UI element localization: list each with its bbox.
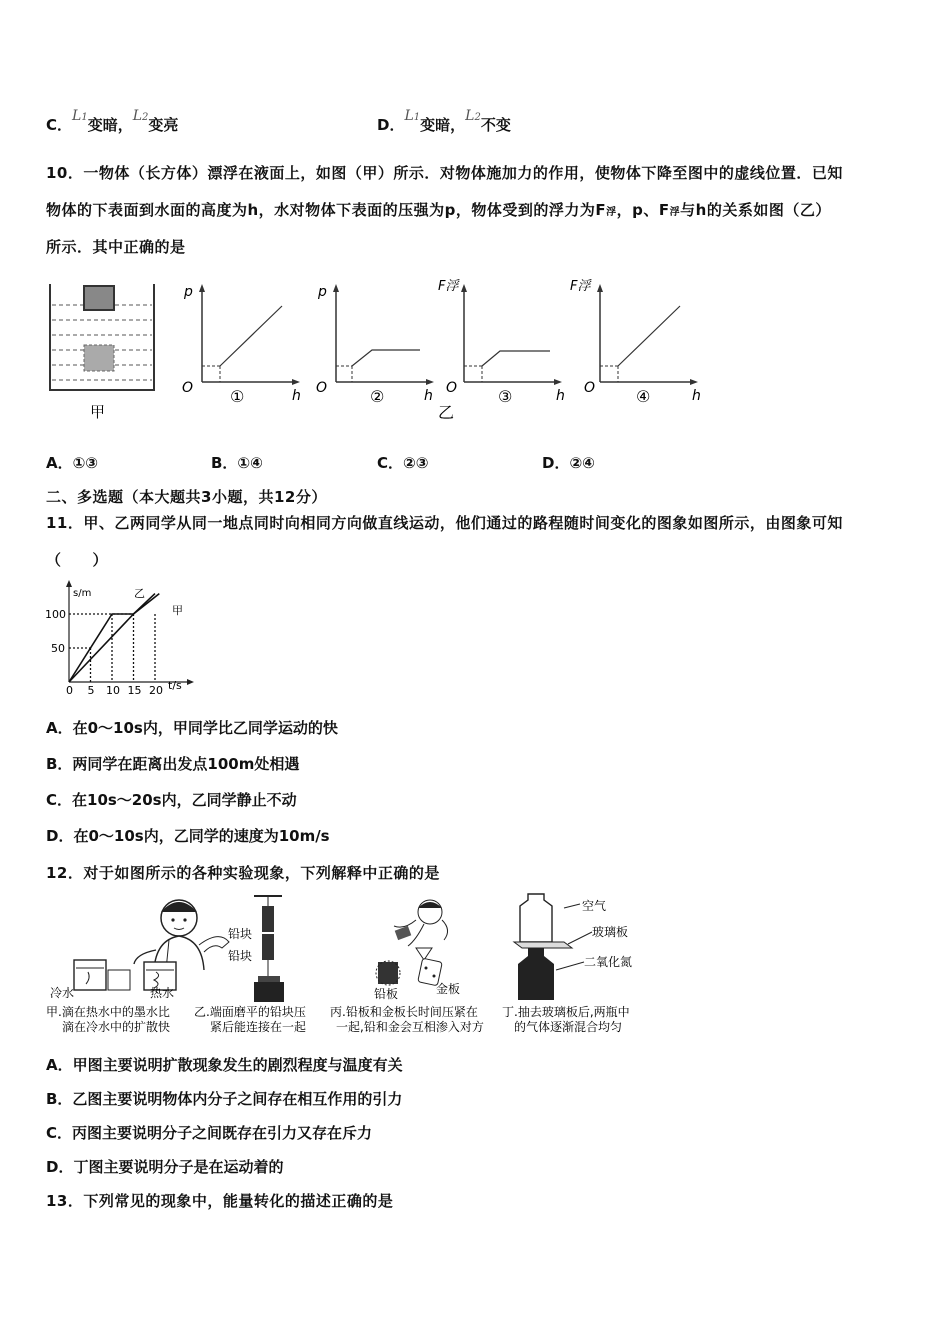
series-label-jia: 甲 xyxy=(172,604,183,617)
q10-figure-jia xyxy=(44,280,164,425)
x-arrow xyxy=(554,379,562,385)
option-text: 变暗， xyxy=(420,116,466,134)
l2-sub: 2 xyxy=(142,112,149,123)
origin-label: O xyxy=(316,380,328,396)
q11-line2: （ ） xyxy=(46,551,109,569)
q10-graph-3 xyxy=(438,272,573,422)
q12-figure xyxy=(44,890,644,1042)
tick-labels xyxy=(45,608,163,694)
graph-number: ① xyxy=(230,387,245,406)
graph-line xyxy=(482,351,550,366)
option-text: 变亮 xyxy=(148,116,179,134)
y-arrow xyxy=(597,284,603,292)
x-arrow xyxy=(690,379,698,385)
series-line-0 xyxy=(69,594,159,682)
label-gold-plate: 金板 xyxy=(436,982,461,996)
l2-symbol xyxy=(465,108,481,124)
x-label: h xyxy=(556,388,565,404)
q12-option-d: D．丁图主要说明分子是在运动着的 xyxy=(46,1158,284,1176)
q10-option-b: B．①④ xyxy=(211,454,263,472)
caption-jia-2: 滴在冷水中的扩散快 xyxy=(62,1020,171,1034)
graph-line xyxy=(352,350,420,366)
l1-sub: 1 xyxy=(413,112,421,123)
x-arrow xyxy=(292,379,300,385)
caption-bing-2: 一起,铅和金会互相渗入对方 xyxy=(336,1020,484,1034)
y-tick-50: 50 xyxy=(51,642,65,655)
x-tick-5: 5 xyxy=(87,684,95,694)
q10-graph-4 xyxy=(570,272,710,412)
option-text: 变暗， xyxy=(87,116,133,134)
q10-line2-c: 与h的关系如图（乙） xyxy=(680,201,831,219)
q10-line2-a: 物体的下表面到水面的高度为h，水对物体下表面的压强为p，物体受到的浮力为F xyxy=(46,201,607,219)
q10-sub-fu: 浮 xyxy=(606,207,617,218)
q10-option-d: D．②④ xyxy=(542,454,595,472)
q9-option-d xyxy=(377,108,511,135)
x-axis-label: t/s xyxy=(168,679,182,692)
q10-option-a: A．①③ xyxy=(46,454,99,472)
q9-option-c xyxy=(46,108,179,135)
option-text: 不变 xyxy=(480,116,511,134)
caption-yi-1: 乙.端面磨平的铅块压 xyxy=(194,1005,306,1019)
x-tick-10: 10 xyxy=(106,684,120,694)
x-label: h xyxy=(692,388,701,404)
x-tick-20: 20 xyxy=(149,684,163,694)
fig-jia-label: 甲 xyxy=(90,403,106,421)
option-label: C． xyxy=(46,116,73,134)
plates-illustration xyxy=(376,900,448,986)
series-lines xyxy=(69,594,159,682)
q10-line1: 10．一物体（长方体）漂浮在液面上，如图（甲）所示．对物体施加力的作用，使物体下降至图中的虚线位置．已知 xyxy=(46,164,843,182)
section-heading: 二、多选题（本大题共3小题，共12分） xyxy=(46,488,327,506)
x-label: h xyxy=(292,388,301,404)
lead-blocks-illustration xyxy=(254,896,284,1002)
q10-option-c: C．②③ xyxy=(377,454,429,472)
l1-letter: L xyxy=(404,108,414,124)
q12-option-a: A．甲图主要说明扩散现象发生的剧烈程度与温度有关 xyxy=(46,1056,403,1074)
y-axis-label: s/m xyxy=(73,588,92,599)
caption-yi-2: 紧后能连接在一起 xyxy=(210,1020,307,1034)
l1-symbol xyxy=(72,108,88,124)
label-lead-plate: 铅板 xyxy=(374,987,399,1001)
graph-number: ③ xyxy=(498,387,513,406)
q11-option-d: D．在0～10s内，乙同学的速度为10m/s xyxy=(46,827,330,845)
guide-lines xyxy=(69,614,155,682)
cold-water-beaker xyxy=(74,960,106,990)
y-arrow xyxy=(333,284,339,292)
caption-ding-2: 的气体逐渐混合均匀 xyxy=(514,1020,623,1034)
caption-ding-1: 丁.抽去玻璃板后,两瓶中 xyxy=(502,1005,630,1019)
q10-line3: 所示．其中正确的是 xyxy=(46,238,186,256)
q10-sub-fu: 浮 xyxy=(669,207,681,218)
y-tick-100: 100 xyxy=(45,608,66,621)
l2-symbol xyxy=(133,108,149,124)
y-label: p xyxy=(318,284,327,300)
label-air: 空气 xyxy=(582,899,607,913)
label-lead-block-2: 铅块 xyxy=(228,949,253,963)
submerged-block-dashed xyxy=(84,345,114,371)
boy-illustration xyxy=(134,900,229,970)
q11-option-a: A．在0～10s内，甲同学比乙同学运动的快 xyxy=(46,719,338,737)
y-label: F浮 xyxy=(570,279,591,294)
label-cold-water: 冷水 xyxy=(50,986,75,1000)
q11-line1: 11．甲、乙两同学从同一地点同时向相同方向做直线运动，他们通过的路程随时间变化的图象如图所示，由图象可知 xyxy=(46,514,843,532)
option-label: D． xyxy=(377,116,405,134)
fig-yi-label: 乙 xyxy=(438,403,455,422)
q10-graph-2 xyxy=(312,278,442,408)
l2-sub: 2 xyxy=(474,112,481,123)
l1-symbol xyxy=(404,108,420,124)
x-arrow xyxy=(426,379,434,385)
y-label: p xyxy=(184,284,193,300)
label-lead-block-1: 铅块 xyxy=(228,927,253,941)
graph-number: ② xyxy=(370,387,385,406)
series-label-yi: 乙 xyxy=(134,587,145,600)
floating-block xyxy=(84,286,114,310)
l1-letter: L xyxy=(72,108,82,124)
label-glass-plate: 玻璃板 xyxy=(592,925,629,939)
graph-line xyxy=(220,306,282,366)
caption-bing-1: 丙.铅板和金板长时间压紧在 xyxy=(330,1005,478,1019)
x-arrow xyxy=(187,679,194,685)
y-arrow xyxy=(66,580,72,587)
q11-chart xyxy=(40,576,200,694)
q12-option-b: B．乙图主要说明物体内分子之间存在相互作用的引力 xyxy=(46,1090,403,1108)
x-label: h xyxy=(424,388,433,404)
graph-line xyxy=(618,306,680,366)
l2-letter: L xyxy=(132,108,142,124)
q11-option-b: B．两同学在距离出发点100m处相遇 xyxy=(46,755,300,773)
caption-jia-1: 甲.滴在热水中的墨水比 xyxy=(46,1005,170,1019)
y-label: F浮 xyxy=(438,279,459,294)
l2-letter: L xyxy=(465,108,475,124)
l1-sub: 1 xyxy=(81,112,88,123)
origin-label: O xyxy=(446,380,458,396)
q10-graph-1 xyxy=(178,278,308,408)
gas-bottles-illustration xyxy=(514,894,592,1000)
q12-line1: 12．对于如图所示的各种实验现象，下列解释中正确的是 xyxy=(46,864,440,882)
origin-label: O xyxy=(182,380,194,396)
y-arrow xyxy=(461,284,467,292)
x-tick-0: 0 xyxy=(66,684,73,694)
q10-line2 xyxy=(46,199,831,220)
graph-number: ④ xyxy=(636,387,651,406)
q11-option-c: C．在10s～20s内，乙同学静止不动 xyxy=(46,791,297,809)
x-tick-15: 15 xyxy=(127,684,142,694)
q10-line2-b: ，p、F xyxy=(616,201,670,219)
q12-option-c: C．丙图主要说明分子之间既存在引力又存在斥力 xyxy=(46,1124,373,1142)
q13-line1: 13．下列常见的现象中，能量转化的描述正确的是 xyxy=(46,1192,394,1210)
label-hot-water: 热水 xyxy=(150,986,175,1000)
y-arrow xyxy=(199,284,205,292)
origin-label: O xyxy=(584,380,596,396)
label-no2: 二氧化氮 xyxy=(584,955,633,969)
